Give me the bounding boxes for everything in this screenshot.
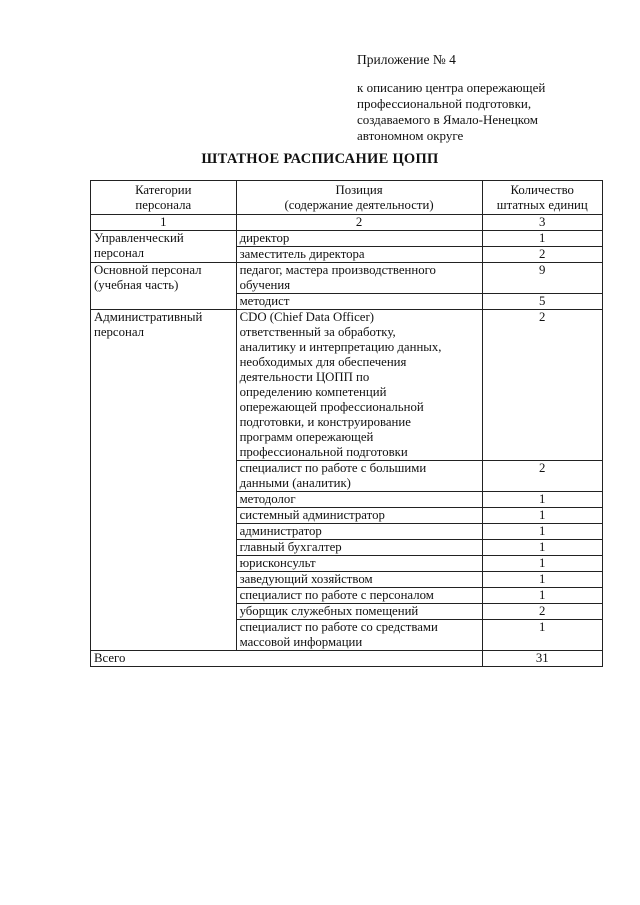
column-header-count — [482, 181, 602, 215]
position-line: заведующий хозяйством — [239, 572, 373, 586]
category-cell — [91, 263, 237, 310]
position-line: специалист по работе с большими — [239, 461, 427, 475]
position-line: подготовки, и конструирование — [239, 415, 411, 429]
table-body — [91, 231, 603, 651]
position-cell — [236, 604, 482, 620]
count-cell: 2 — [482, 247, 602, 263]
position-line: массовой информации — [239, 635, 363, 649]
count-cell: 1 — [482, 508, 602, 524]
staff-table — [90, 180, 603, 667]
position-cell — [236, 263, 482, 294]
subtitle-line: к описанию центра опережающей — [357, 80, 546, 95]
count-cell: 2 — [482, 461, 602, 492]
position-line: опережающей профессиональной — [239, 400, 424, 414]
position-line: системный администратор — [239, 508, 385, 522]
position-cell — [236, 461, 482, 492]
position-line: директор — [239, 231, 290, 245]
category-line: персонал — [94, 246, 145, 260]
category-line: Административный — [94, 310, 203, 324]
position-cell — [236, 556, 482, 572]
header-line: Количество — [510, 183, 574, 197]
position-line: главный бухгалтер — [239, 540, 342, 554]
count-cell: 9 — [482, 263, 602, 294]
count-cell: 5 — [482, 294, 602, 310]
total-row — [91, 651, 603, 667]
position-line: методист — [239, 294, 290, 308]
header-line: Позиция — [335, 183, 383, 197]
table-row — [91, 231, 603, 247]
category-line: Управленческий — [94, 231, 184, 245]
column-number: 3 — [482, 215, 602, 231]
position-cell — [236, 231, 482, 247]
count-cell: 1 — [482, 588, 602, 604]
position-line: заместитель директора — [239, 247, 365, 261]
position-line: специалист по работе с персоналом — [239, 588, 434, 602]
position-line: программ опережающей — [239, 430, 374, 444]
position-cell — [236, 540, 482, 556]
position-line: профессиональной подготовки — [239, 445, 408, 459]
position-cell — [236, 508, 482, 524]
count-cell: 1 — [482, 492, 602, 508]
appendix-label: Приложение № 4 — [357, 52, 456, 67]
count-cell: 2 — [482, 604, 602, 620]
position-line: необходимых для обеспечения — [239, 355, 407, 369]
table-header-row — [91, 181, 603, 215]
position-line: CDO (Chief Data Officer) — [239, 310, 374, 324]
position-line: аналитику и интерпретацию данных, — [239, 340, 442, 354]
count-cell: 1 — [482, 524, 602, 540]
position-line: обучения — [239, 278, 291, 292]
position-line: уборщик служебных помещений — [239, 604, 419, 618]
header-line: (содержание деятельности) — [284, 198, 434, 212]
count-cell: 1 — [482, 556, 602, 572]
category-line: Основной персонал — [94, 263, 202, 277]
subtitle-line: профессиональной подготовки, — [357, 96, 532, 111]
header-line: штатных единиц — [496, 198, 588, 212]
column-header-position — [236, 181, 482, 215]
position-cell — [236, 572, 482, 588]
subtitle-line: создаваемого в Ямало-Ненецком — [357, 112, 538, 127]
position-line: педагог, мастера производственного — [239, 263, 436, 277]
subtitle-line: автономном округе — [357, 128, 464, 143]
table-row — [91, 310, 603, 461]
table-row — [91, 263, 603, 294]
count-cell: 1 — [482, 540, 602, 556]
column-number: 2 — [236, 215, 482, 231]
document-title: ШТАТНОЕ РАСПИСАНИЕ ЦОПП — [201, 151, 439, 167]
position-cell — [236, 492, 482, 508]
position-cell — [236, 294, 482, 310]
position-line: данными (аналитик) — [239, 476, 351, 490]
position-line: методолог — [239, 492, 296, 506]
position-cell — [236, 620, 482, 651]
count-cell: 1 — [482, 620, 602, 651]
position-cell — [236, 524, 482, 540]
column-number-row — [91, 215, 603, 231]
position-line: деятельности ЦОПП по — [239, 370, 370, 384]
total-count: 31 — [482, 651, 602, 667]
count-cell: 1 — [482, 231, 602, 247]
position-cell — [236, 310, 482, 461]
header-line: персонала — [135, 198, 192, 212]
category-cell — [91, 231, 237, 263]
position-line: ответственный за обработку, — [239, 325, 396, 339]
count-cell: 2 — [482, 310, 602, 461]
total-label: Всего — [91, 651, 483, 667]
column-number: 1 — [91, 215, 237, 231]
category-line: персонал — [94, 325, 145, 339]
header-line: Категории — [135, 183, 192, 197]
count-cell: 1 — [482, 572, 602, 588]
category-line: (учебная часть) — [94, 278, 179, 292]
position-cell — [236, 247, 482, 263]
category-cell — [91, 310, 237, 651]
position-line: юрисконсульт — [239, 556, 316, 570]
position-line: специалист по работе со средствами — [239, 620, 438, 634]
column-header-category — [91, 181, 237, 215]
position-line: определению компетенций — [239, 385, 387, 399]
position-cell — [236, 588, 482, 604]
document-subtitle — [357, 80, 602, 144]
position-line: администратор — [239, 524, 322, 538]
